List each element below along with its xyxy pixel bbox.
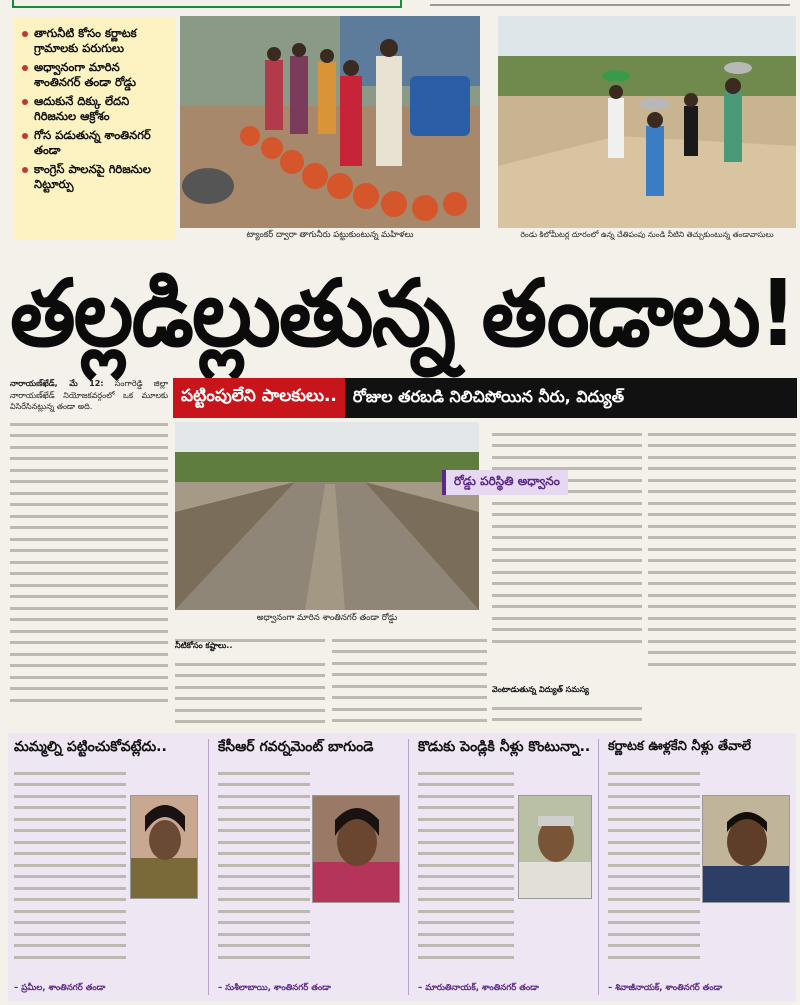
kicker-bar (173, 378, 797, 418)
photo-women-water-tanker (180, 16, 480, 228)
photo-caption: ట్యాంకర్ ద్వారా తాగునీరు పట్టుకుంటున్న మహిళలు (246, 230, 414, 240)
column-divider (408, 739, 409, 995)
unreadable-text-block (492, 698, 642, 726)
highlight-item: ఆదుకునే దిక్కు లేదని గిరిజనుల ఆక్రోశం (22, 94, 170, 124)
dateline: నారాయణ్‌ఖేడ్, మే 12: (10, 379, 104, 388)
photo-children-carrying-water (498, 16, 796, 228)
kicker-black: రోజుల తరబడి నిలిచిపోయిన నీరు, విద్యుత్ (345, 378, 797, 418)
highlight-item: గోస పడుతున్న శాంతినగర్ తండా (22, 128, 170, 158)
unreadable-text-block (332, 630, 487, 726)
testimonials-strip (8, 733, 796, 1001)
article-column-3 (332, 628, 487, 726)
photo-caption: అధ్వానంగా మారిన శాంతినగర్ తండా రోడ్డు (256, 613, 398, 623)
testimonial-card (8, 733, 204, 1001)
article-column-5 (648, 422, 796, 726)
unreadable-text-block (648, 424, 796, 726)
highlight-item: కాంగ్రెస్ పాలనపై గిరిజనుల నిట్టూర్పు (22, 162, 170, 192)
top-strip (0, 0, 800, 12)
portrait-photo (312, 795, 400, 903)
unreadable-text-block (14, 763, 126, 973)
testimonial-credit: – శివాజీనాయక్, శాంతినగర్ తండా (608, 983, 723, 993)
testimonial-credit: – ప్రమీల, శాంతినగర్ తండా (14, 983, 106, 993)
inline-subhead-water: నీటికోసం కష్టాలు.. (175, 641, 233, 650)
photo-damaged-road (175, 422, 479, 610)
column-lead: సంగారెడ్డి జిల్లా నారాయణ్‌ఖేడ్ నియోజకవర్గంలో ఒక మూలకు విసిరేసినట్లున్న తండా అది. (10, 379, 168, 411)
photo-caption: రెండు కిలోమీటర్ల దూరంలో ఉన్న చేతిపంపు నుండి నీటిని తెచ్చుకుంటున్న తండావాసులు (520, 230, 774, 239)
testimonial-card (602, 733, 796, 1001)
top-rule (430, 4, 790, 6)
testimonial-credit: – సుశీలాబాయి, శాంతినగర్ తండా (218, 983, 331, 993)
testimonial-title: మమ్మల్ని పట్టించుకోవట్లేదు.. (14, 739, 167, 755)
highlight-item: తాగునీటి కోసం కర్ణాటక గ్రామాలకు పరుగులు (22, 26, 170, 56)
portrait-photo (702, 795, 790, 903)
column-divider (208, 739, 209, 995)
unreadable-text-block (10, 414, 168, 726)
highlight-item: అధ్వానంగా మారిన శాంతినగర్ తండా రోడ్డు (22, 60, 170, 90)
article-column-1 (10, 378, 168, 726)
testimonial-card (212, 733, 406, 1001)
testimonial-card (412, 733, 596, 1001)
highlights-box (14, 18, 176, 240)
subhead-road-condition: రోడ్డు పరిస్థితి అధ్వానం (442, 470, 568, 495)
kicker-red: పట్టింపులేని పాలకులు.. (173, 378, 345, 418)
testimonial-title: కేసీఆర్ గవర్నమెంట్ బాగుండె (218, 739, 374, 755)
unreadable-text-block (418, 763, 514, 973)
previous-story-border (12, 0, 402, 8)
testimonial-title: కర్ణాటక ఊళ్లకేని నీళ్లు తేవాలే (608, 739, 751, 754)
testimonial-title: కొడుకు పెండ్లికి నీళ్లు కొంటున్నా.. (418, 739, 591, 755)
portrait-photo (130, 795, 198, 899)
unreadable-text-block (608, 763, 700, 973)
unreadable-text-block (175, 654, 325, 726)
testimonial-credit: – మారుతినాయక్, శాంతినగర్ తండా (418, 983, 539, 993)
column-divider (598, 739, 599, 995)
main-headline: తల్లడిల్లుతున్న తండాలు! (10, 260, 796, 367)
unreadable-text-block (218, 763, 310, 973)
portrait-photo (518, 795, 592, 899)
article-column-4 (492, 422, 642, 726)
article-column-2 (175, 628, 325, 726)
inline-subhead-power: వెంటాడుతున్న విద్యుత్ సమస్య (492, 685, 589, 694)
